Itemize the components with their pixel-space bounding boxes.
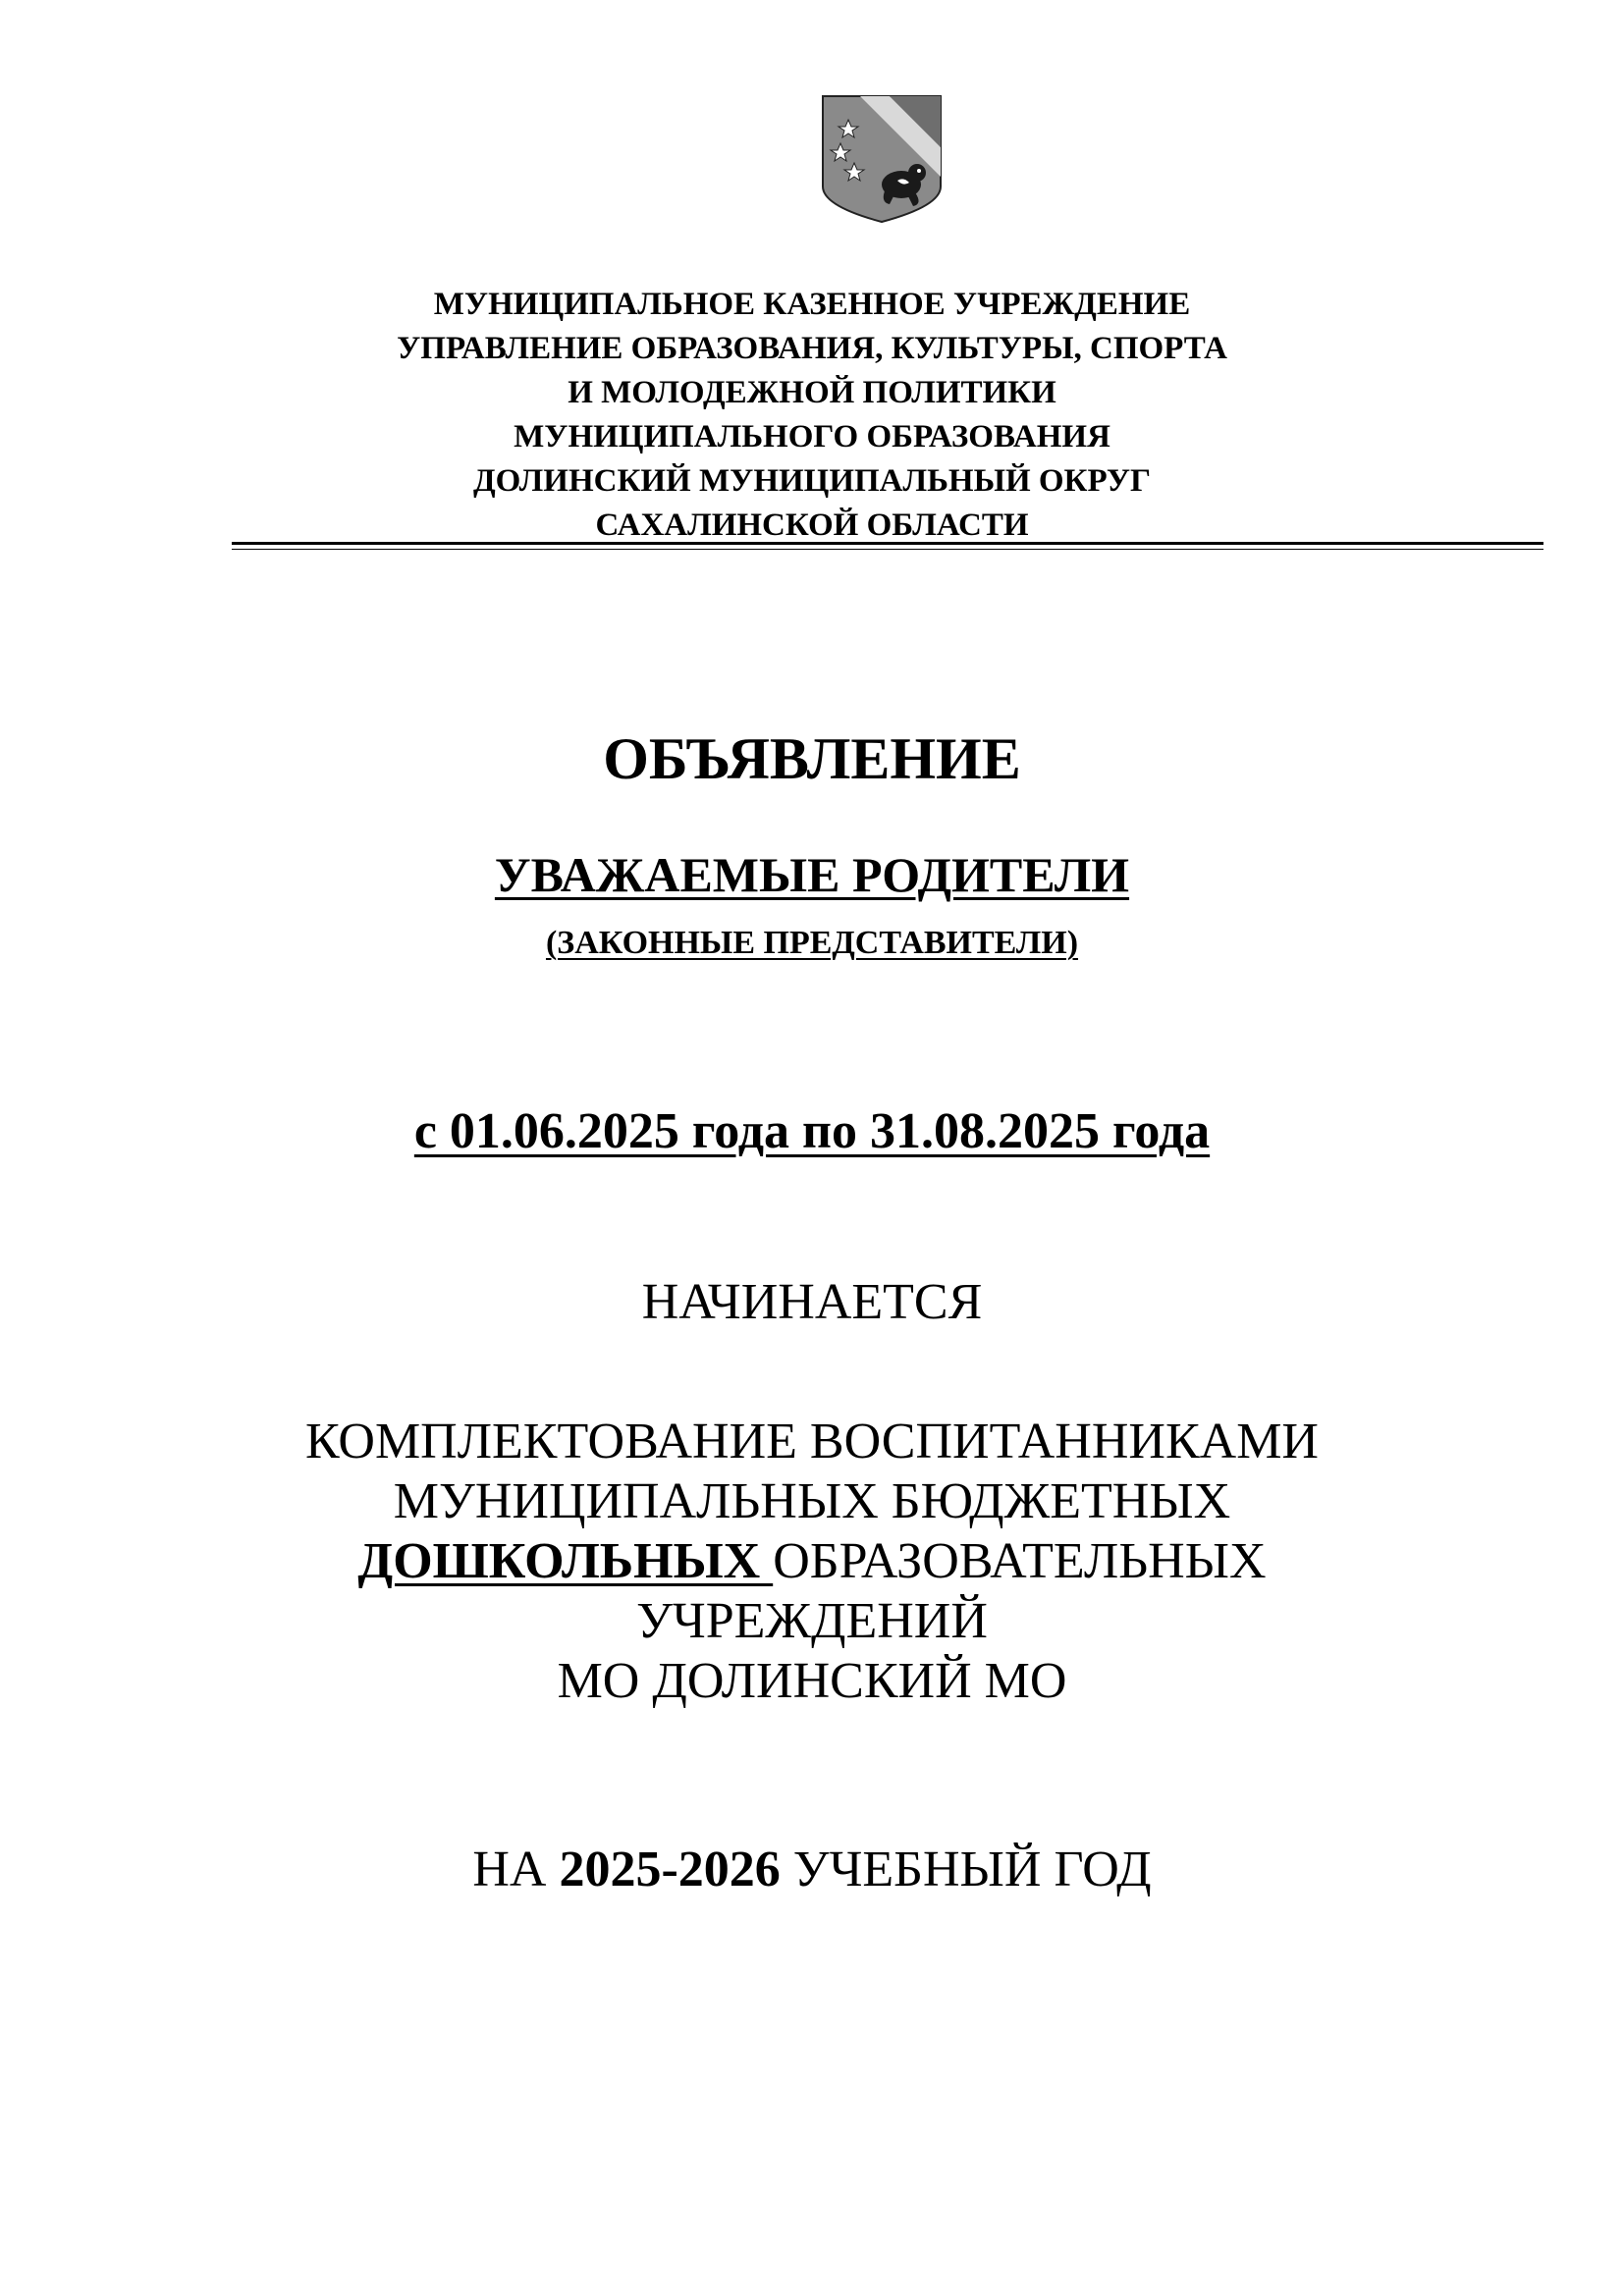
addressee-heading: УВАЖАЕМЫЕ РОДИТЕЛИ [494,847,1130,902]
org-header-line: МУНИЦИПАЛЬНОЕ КАЗЕННОЕ УЧРЕЖДЕНИЕ [433,287,1191,322]
org-header-line: И МОЛОДЕЖНОЙ ПОЛИТИКИ [568,375,1056,410]
announcement-body [0,1412,1624,1711]
org-header-line: САХАЛИНСКОЙ ОБЛАСТИ [595,507,1029,543]
body-line-rest: ОБРАЗОВАТЕЛЬНЫХ [773,1533,1267,1589]
school-year-suffix: УЧЕБНЫЙ ГОД [780,1842,1152,1897]
org-header-line: МУНИЦИПАЛЬНОГО ОБРАЗОВАНИЯ [514,419,1110,454]
school-year-line [0,1840,1624,1900]
coat-of-arms-icon [821,94,943,224]
body-line-emphasis [0,1531,1624,1591]
org-header-line: ДОЛИНСКИЙ МУНИЦИПАЛЬНЫЙ ОКРУГ [472,463,1152,499]
preschool-emphasis: ДОШКОЛЬНЫХ [357,1533,774,1589]
begins-label: НАЧИНАЕТСЯ [641,1274,983,1330]
announcement-title: ОБЪЯВЛЕНИЕ [603,726,1021,791]
enrollment-period: с 01.06.2025 года по 31.08.2025 года [413,1103,1211,1159]
header-divider-thin [232,549,1543,550]
body-line: МУНИЦИПАЛЬНЫХ БЮДЖЕТНЫХ [393,1473,1231,1529]
body-line: КОМПЛЕКТОВАНИЕ ВОСПИТАННИКАМИ [305,1414,1319,1469]
addressee-note: (ЗАКОННЫЕ ПРЕДСТАВИТЕЛИ) [545,925,1079,961]
coat-of-arms-emblem [821,94,943,224]
body-line: УЧРЕЖДЕНИЙ [636,1593,988,1649]
school-year-prefix: НА [472,1842,560,1897]
body-line: МО ДОЛИНСКИЙ МО [557,1653,1067,1709]
organization-header [0,283,1624,548]
org-header-line: УПРАВЛЕНИЕ ОБРАЗОВАНИЯ, КУЛЬТУРЫ, СПОРТА [397,331,1227,366]
header-divider-thick [232,542,1543,545]
school-year-years: 2025-2026 [559,1842,781,1897]
